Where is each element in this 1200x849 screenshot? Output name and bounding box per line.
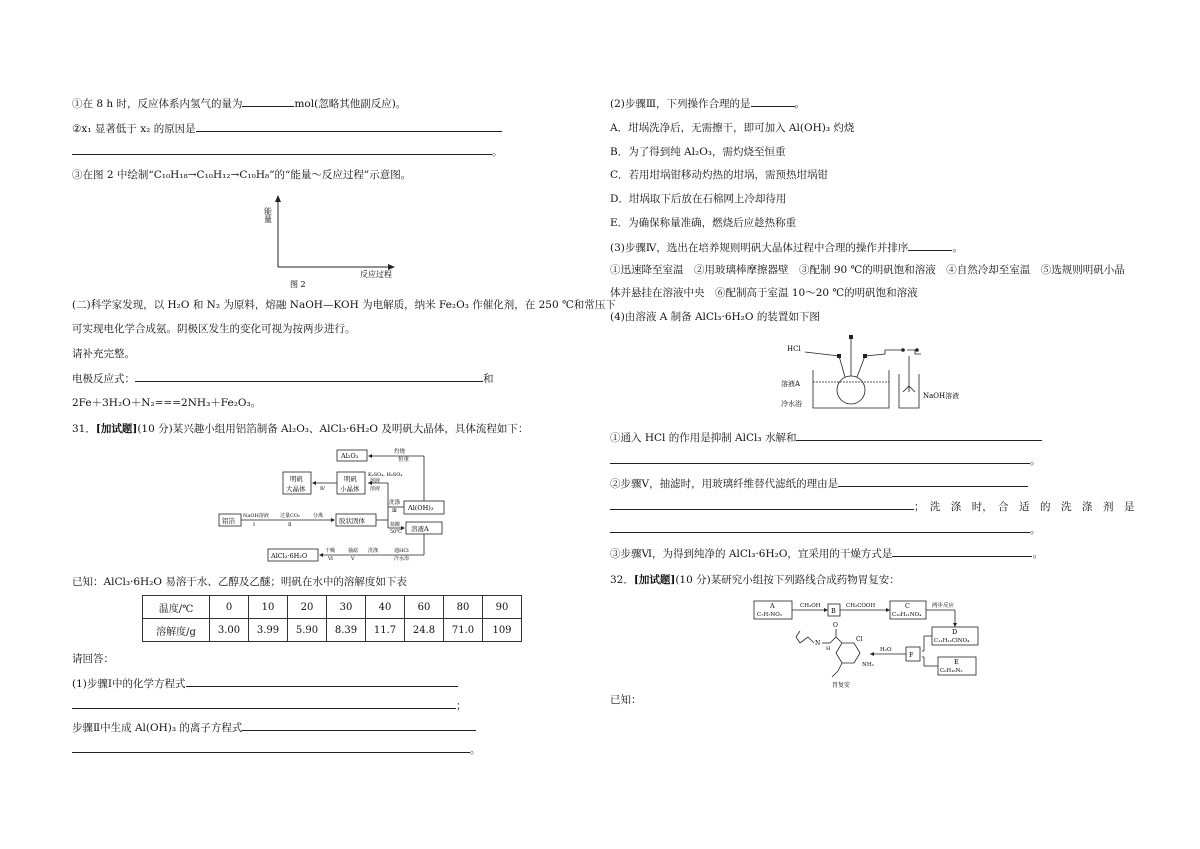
box-foil: 铝箔 bbox=[222, 517, 235, 525]
table-cell: 24.8 bbox=[405, 619, 444, 642]
table-cell: 60 bbox=[405, 596, 444, 619]
q1-step2: 步骤Ⅱ中生成 Al(OH)₃ 的离子方程式 bbox=[72, 720, 476, 735]
svg-text:H₂O: H₂O bbox=[880, 647, 892, 653]
svg-text:Ⅱ: Ⅱ bbox=[288, 522, 292, 528]
svg-text:溶液: 溶液 bbox=[370, 478, 381, 484]
svg-text:灼烧: 灼烧 bbox=[394, 449, 406, 455]
q1-step2-cont: 。 bbox=[72, 742, 481, 757]
svg-text:K₂SO₄, H₂SO₄: K₂SO₄, H₂SO₄ bbox=[368, 472, 403, 478]
answer-blank bbox=[796, 430, 1042, 441]
q-x1-reason: ②x₁ 显著低于 x₂ 的原因是 bbox=[72, 121, 502, 136]
q1-step1: (1)步骤Ⅰ中的化学方程式 bbox=[72, 676, 458, 691]
answer-blank bbox=[72, 698, 456, 709]
axis-y-label: 能量 bbox=[263, 207, 273, 223]
q3-options-2: 体并悬挂在溶液中央 ⑥配制高于室温 10～20 ℃的明矾饱和溶液 bbox=[610, 287, 918, 299]
answer-blank bbox=[892, 546, 1032, 557]
svg-text:Cl: Cl bbox=[856, 636, 863, 643]
solubility-table bbox=[142, 595, 522, 642]
svg-text:恒重: 恒重 bbox=[398, 457, 410, 463]
svg-text:小晶体: 小晶体 bbox=[340, 485, 360, 493]
q-hydrogen-amount: ①在 8 h 时，反应体系内氢气的量为 mol(忽略其他副反应)。 bbox=[72, 98, 407, 110]
question-32-header: 32．[加试题](10 分)某研究小组按下列路线合成药物胃复安： bbox=[610, 574, 900, 586]
flowchart-aluminum bbox=[218, 446, 450, 570]
table-cell: 30 bbox=[327, 596, 366, 619]
table-cell: 3.00 bbox=[210, 619, 249, 642]
box-b: B bbox=[831, 607, 836, 615]
option-b: B．为了得到纯 Al₂O₃，需灼烧至恒重 bbox=[610, 146, 786, 158]
svg-text:溶液: 溶液 bbox=[370, 486, 381, 492]
svg-text:通HCl: 通HCl bbox=[394, 548, 409, 554]
label-hcl: HCl bbox=[787, 345, 801, 353]
electrode-equation: 电极反应式： 和 bbox=[72, 373, 494, 385]
label-cold-bath: 冷水浴 bbox=[781, 400, 802, 408]
paragraph-ammonia: (二)科学家发现，以 H₂O 和 N₂ 为原料，熔融 NaOH—KOH 为电解质，纳米 Fe₂O₃ 作催化剂，在 250 ℃和常压下 bbox=[72, 299, 616, 311]
option-e: E．为确保称量准确，燃烧后应趁热称重 bbox=[610, 217, 797, 229]
q4-2-cont: ； 洗 涤 时， 合 适 的 洗 涤 剂 是 bbox=[610, 499, 1135, 514]
option-a: A．坩埚洗净后，无需擦干，即可加入 Al(OH)₃ 灼烧 bbox=[610, 122, 855, 134]
synthesis-route bbox=[752, 595, 992, 691]
svg-text:两步反应: 两步反应 bbox=[932, 603, 955, 609]
label-naoh: NaOH溶液 bbox=[923, 392, 960, 400]
answer-blank bbox=[242, 720, 476, 731]
svg-text:冷水浴: 冷水浴 bbox=[394, 556, 410, 562]
svg-text:大晶体: 大晶体 bbox=[286, 485, 306, 493]
answer-blank bbox=[908, 240, 952, 251]
svg-text:洗涤: 洗涤 bbox=[389, 500, 401, 506]
svg-text:Ⅲ: Ⅲ bbox=[392, 508, 397, 514]
table-cell: 5.90 bbox=[288, 619, 327, 642]
svg-text:NH₂: NH₂ bbox=[862, 662, 874, 668]
svg-text:Ⅵ: Ⅵ bbox=[328, 556, 334, 562]
svg-text:盐酸: 盐酸 bbox=[390, 522, 401, 528]
svg-text:分离: 分离 bbox=[313, 513, 324, 519]
svg-text:Ⅳ: Ⅳ bbox=[320, 486, 325, 492]
paragraph-ammonia-3: 请补充完整。 bbox=[72, 348, 135, 360]
figure-caption: 图 2 bbox=[290, 280, 306, 289]
table-cell: 0 bbox=[210, 596, 249, 619]
answer-blank bbox=[610, 453, 1030, 464]
svg-text:N: N bbox=[815, 640, 821, 647]
box-alcl3: AlCl₃·6H₂O bbox=[271, 552, 308, 560]
figure-2-energy-axes bbox=[250, 193, 400, 293]
table-row bbox=[143, 596, 522, 619]
table-cell: 3.99 bbox=[249, 619, 288, 642]
svg-text:C₆H₁₆N₂: C₆H₁₆N₂ bbox=[940, 668, 963, 674]
table-cell: 20 bbox=[288, 596, 327, 619]
table-cell: 40 bbox=[366, 596, 405, 619]
svg-text:过量CO₂: 过量CO₂ bbox=[280, 513, 300, 519]
svg-text:C₁₁H₁₂ClNO₄: C₁₁H₁₂ClNO₄ bbox=[934, 638, 970, 644]
q3-options: ①迅速降至室温 ②用玻璃棒摩擦器壁 ③配制 90 ℃的明矾饱和溶液 ④自然冷却至室温 ⑤选规则明矾小晶 bbox=[610, 264, 1125, 276]
label-solution-a: 溶液A bbox=[781, 380, 801, 388]
answer-blank bbox=[610, 499, 914, 510]
table-header: 溶解度/g bbox=[143, 619, 210, 642]
answer-blank bbox=[72, 742, 470, 753]
q4-1-cont: 。 bbox=[610, 453, 1041, 468]
svg-text:H: H bbox=[826, 646, 831, 652]
table-cell: 71.0 bbox=[444, 619, 483, 642]
svg-text:干燥: 干燥 bbox=[325, 548, 336, 554]
q1-step1-cont: ； bbox=[72, 698, 467, 713]
svg-text:NaOH溶液: NaOH溶液 bbox=[243, 513, 269, 519]
svg-text:C₇H₇NO₃: C₇H₇NO₃ bbox=[757, 612, 782, 618]
q4-2-end: 。 bbox=[610, 522, 1041, 537]
svg-text:洗涤: 洗涤 bbox=[368, 548, 379, 554]
box-big-crystal: 明矾 bbox=[290, 475, 303, 483]
box-aloh3: Al(OH)₃ bbox=[408, 504, 434, 512]
table-row bbox=[143, 619, 522, 642]
option-c: C．若用坩埚钳移动灼热的坩埚，需预热坩埚钳 bbox=[610, 169, 829, 181]
answer-blank bbox=[838, 476, 1028, 487]
q4-apparatus: (4)由溶液 A 制备 AlCl₃·6H₂O 的装置如下图 bbox=[610, 311, 820, 323]
answer-blank bbox=[186, 676, 458, 687]
known-2: 已知： bbox=[610, 694, 642, 706]
table-cell: 10 bbox=[249, 596, 288, 619]
option-d: D．坩埚取下后放在石棉网上冷却待用 bbox=[610, 193, 787, 205]
box-small-crystal: 明矾 bbox=[344, 475, 357, 483]
box-c: C bbox=[905, 602, 910, 610]
svg-text:CH₃OH: CH₃OH bbox=[800, 603, 821, 609]
table-cell: 109 bbox=[483, 619, 522, 642]
q3-step4: (3)步骤Ⅳ，选出在培养规则明矾大晶体过程中合理的操作并排序 。 bbox=[610, 242, 963, 254]
axis-x-label: 反应过程 bbox=[360, 270, 392, 279]
table-cell: 8.39 bbox=[327, 619, 366, 642]
q-x1-reason-cont: 。 bbox=[72, 144, 503, 159]
answer-blank bbox=[610, 522, 1030, 533]
box-al2o3: Al₂O₃ bbox=[341, 452, 359, 460]
box-e: E bbox=[954, 658, 959, 666]
box-a: A bbox=[770, 602, 775, 610]
svg-text:抽滤: 抽滤 bbox=[348, 548, 359, 554]
table-header: 温度/℃ bbox=[143, 596, 210, 619]
svg-text:O: O bbox=[833, 622, 838, 629]
q4-3: ③步骤Ⅵ，为得到纯净的 AlCl₃·6H₂O，宜采用的干燥方式是 。 bbox=[610, 548, 1043, 560]
answer-prompt: 请回答： bbox=[72, 653, 114, 665]
answer-blank bbox=[135, 371, 483, 382]
apparatus-figure bbox=[781, 332, 975, 416]
answer-blank bbox=[72, 144, 492, 155]
product-label: 胃复安 bbox=[832, 682, 851, 689]
known-info: 已知：AlCl₃·6H₂O 易溶于水、乙醇及乙醚；明矾在水中的溶解度如下表 bbox=[72, 576, 407, 588]
svg-text:C₁₀H₁₁NO₄: C₁₀H₁₁NO₄ bbox=[892, 612, 922, 618]
q4-1: ①通入 HCl 的作用是抑制 AlCl₃ 水解和 bbox=[610, 430, 1042, 445]
svg-text:CH₃COOH: CH₃COOH bbox=[846, 603, 876, 609]
answer-blank bbox=[242, 96, 294, 107]
box-d: D bbox=[952, 628, 958, 636]
question-31-header: 31．[加试题](10 分)某兴趣小组用铝箔制备 Al₂O₃、AlCl₃·6H₂O 及明矾大晶体，具体流程如下： bbox=[72, 423, 529, 435]
table-cell: 90 bbox=[483, 596, 522, 619]
q-energy-diagram: ③在图 2 中绘制“C₁₀H₁₈→C₁₀H₁₂→C₁₀H₈”的“能量～反应过程”示意图。 bbox=[72, 169, 412, 181]
table-cell: 11.7 bbox=[366, 619, 405, 642]
answer-blank bbox=[196, 121, 502, 132]
svg-text:Ⅰ: Ⅰ bbox=[253, 522, 255, 528]
q2-step3: (2)步骤Ⅲ，下列操作合理的是 。 bbox=[610, 98, 805, 110]
paragraph-ammonia-2: 可实现电化学合成氨。阴极区发生的变化可视为按两步进行。 bbox=[72, 323, 356, 335]
table-cell: 80 bbox=[444, 596, 483, 619]
box-solution-a: 溶液A bbox=[411, 525, 429, 533]
q4-2: ②步骤Ⅴ，抽滤时，用玻璃纤维替代滤纸的理由是 bbox=[610, 476, 1028, 491]
box-colloid: 胶状固体 bbox=[339, 517, 365, 525]
box-f: F bbox=[909, 651, 914, 659]
svg-text:50℃: 50℃ bbox=[390, 529, 402, 535]
equation-fe: 2Fe＋3H₂O＋N₂===2NH₃＋Fe₂O₃。 bbox=[72, 397, 262, 409]
svg-text:Ⅴ: Ⅴ bbox=[351, 556, 355, 562]
answer-blank bbox=[751, 96, 795, 107]
